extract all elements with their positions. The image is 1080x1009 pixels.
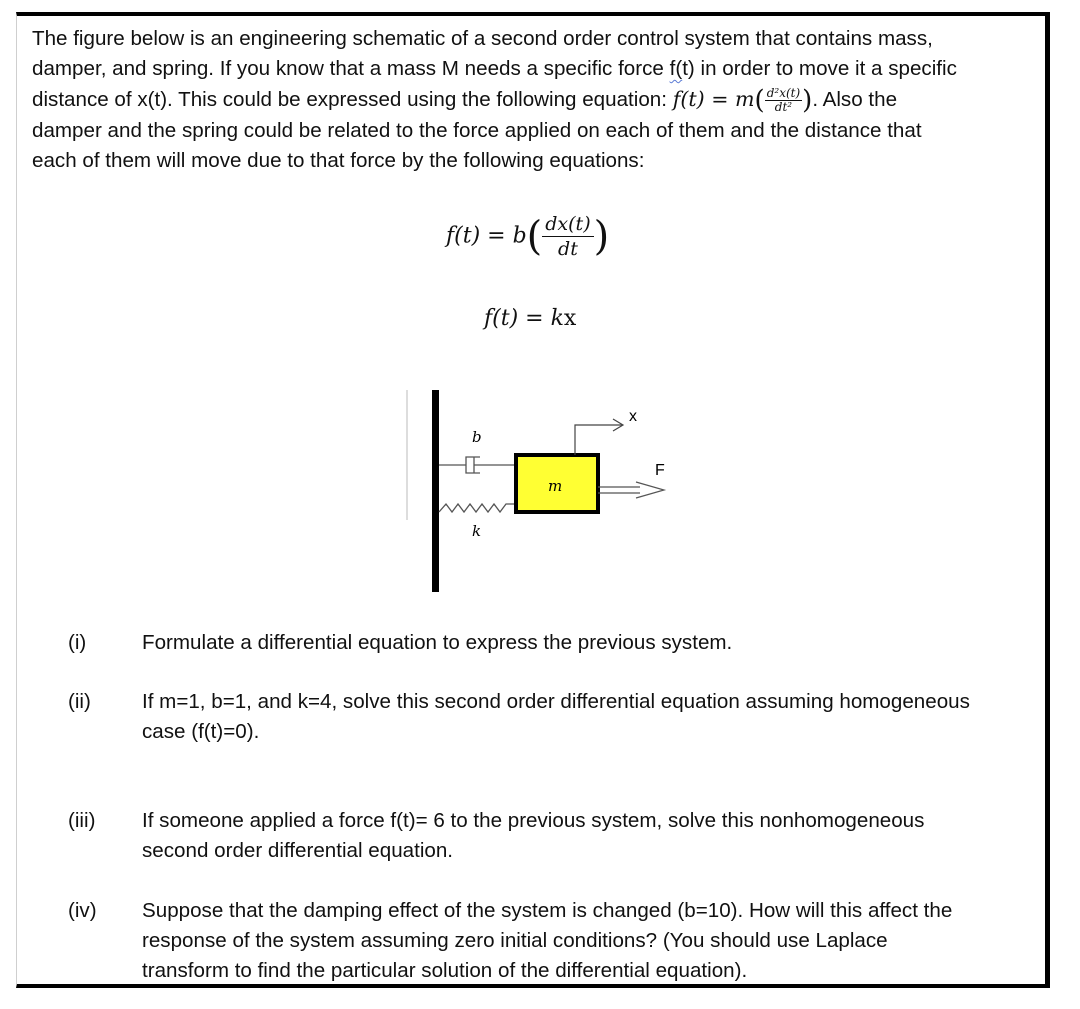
- spring-equation: [484, 306, 576, 331]
- mass-label: m: [548, 477, 563, 495]
- force-arrow: [598, 482, 664, 498]
- mass-equation-numerator: d²x(t): [766, 86, 801, 101]
- mass-spring-damper-diagram: [400, 385, 700, 600]
- displacement-label: x: [629, 408, 637, 425]
- intro-line-5: each of them will move due to that force by the following equations:: [32, 148, 645, 172]
- force-label: F: [655, 462, 665, 479]
- intro-line-2: [32, 54, 1042, 84]
- damper-equation: f(t) = b( $\frac{dx(t)}{dt}$ ): [446, 213, 610, 260]
- spring-equation-var: x: [563, 306, 577, 331]
- mass-equation-denominator: dt²: [774, 100, 793, 115]
- damper-equation-lhs: f(t) = b: [446, 223, 527, 249]
- spring: [439, 504, 517, 512]
- damper-equation-fraction: [542, 212, 593, 261]
- question-text: Suppose that the damping effect of the system is changed (b=10). How will this affect the response of the system assuming zero initial conditions? (You should use Laplace transform to find the particular solution of the differential equation).: [142, 899, 953, 982]
- intro-force-word: f(: [669, 57, 683, 80]
- intro-paragraph: [32, 24, 1042, 176]
- question-text: If someone applied a force f(t)= 6 to the previous system, solve this nonhomogeneous second order differential equation.: [142, 809, 925, 862]
- wall: [432, 390, 439, 592]
- damper: [439, 457, 517, 473]
- damper-equation-denominator: dt: [558, 238, 578, 260]
- question-text: If m=1, b=1, and k=4, solve this second order differential equation assuming homogeneous case (f(t)=0).: [142, 690, 970, 743]
- intro-line-3-b: . Also the: [812, 88, 898, 111]
- question-number: (ii): [68, 690, 91, 713]
- damper-label: b: [472, 428, 482, 446]
- mass-equation-fraction: [765, 87, 802, 114]
- intro-line-2-c: t) in order to move it a specific: [682, 57, 957, 80]
- damper-equation-numerator: dx(t): [542, 212, 593, 237]
- question-number: (i): [68, 631, 87, 654]
- question-text: Formulate a differential equation to express the previous system.: [142, 631, 733, 654]
- intro-line-1: The figure below is an engineering schematic of a second order control system that contains mass,: [32, 27, 933, 50]
- intro-line-3-a: distance of x(t). This could be expressed using the following equation:: [32, 88, 673, 111]
- mass-equation-lhs: f(t) = m: [672, 87, 755, 111]
- intro-line-4: damper and the spring could be related to the force applied on each of them and the distance that: [32, 118, 922, 142]
- intro-line-3: distance of x(t). This could be expressed using the following equation: f(t) = m( $\frac{\text{d²x(t)}}{\text{dt²}}$ ). Also the: [32, 85, 898, 116]
- question-number: (iii): [68, 809, 96, 832]
- question-number: (iv): [68, 899, 97, 922]
- spring-equation-lhs: f(t) = k: [484, 306, 564, 331]
- spring-label: k: [472, 522, 482, 540]
- intro-line-2-a: damper, and spring. If you know that a mass M needs a specific force: [32, 57, 670, 80]
